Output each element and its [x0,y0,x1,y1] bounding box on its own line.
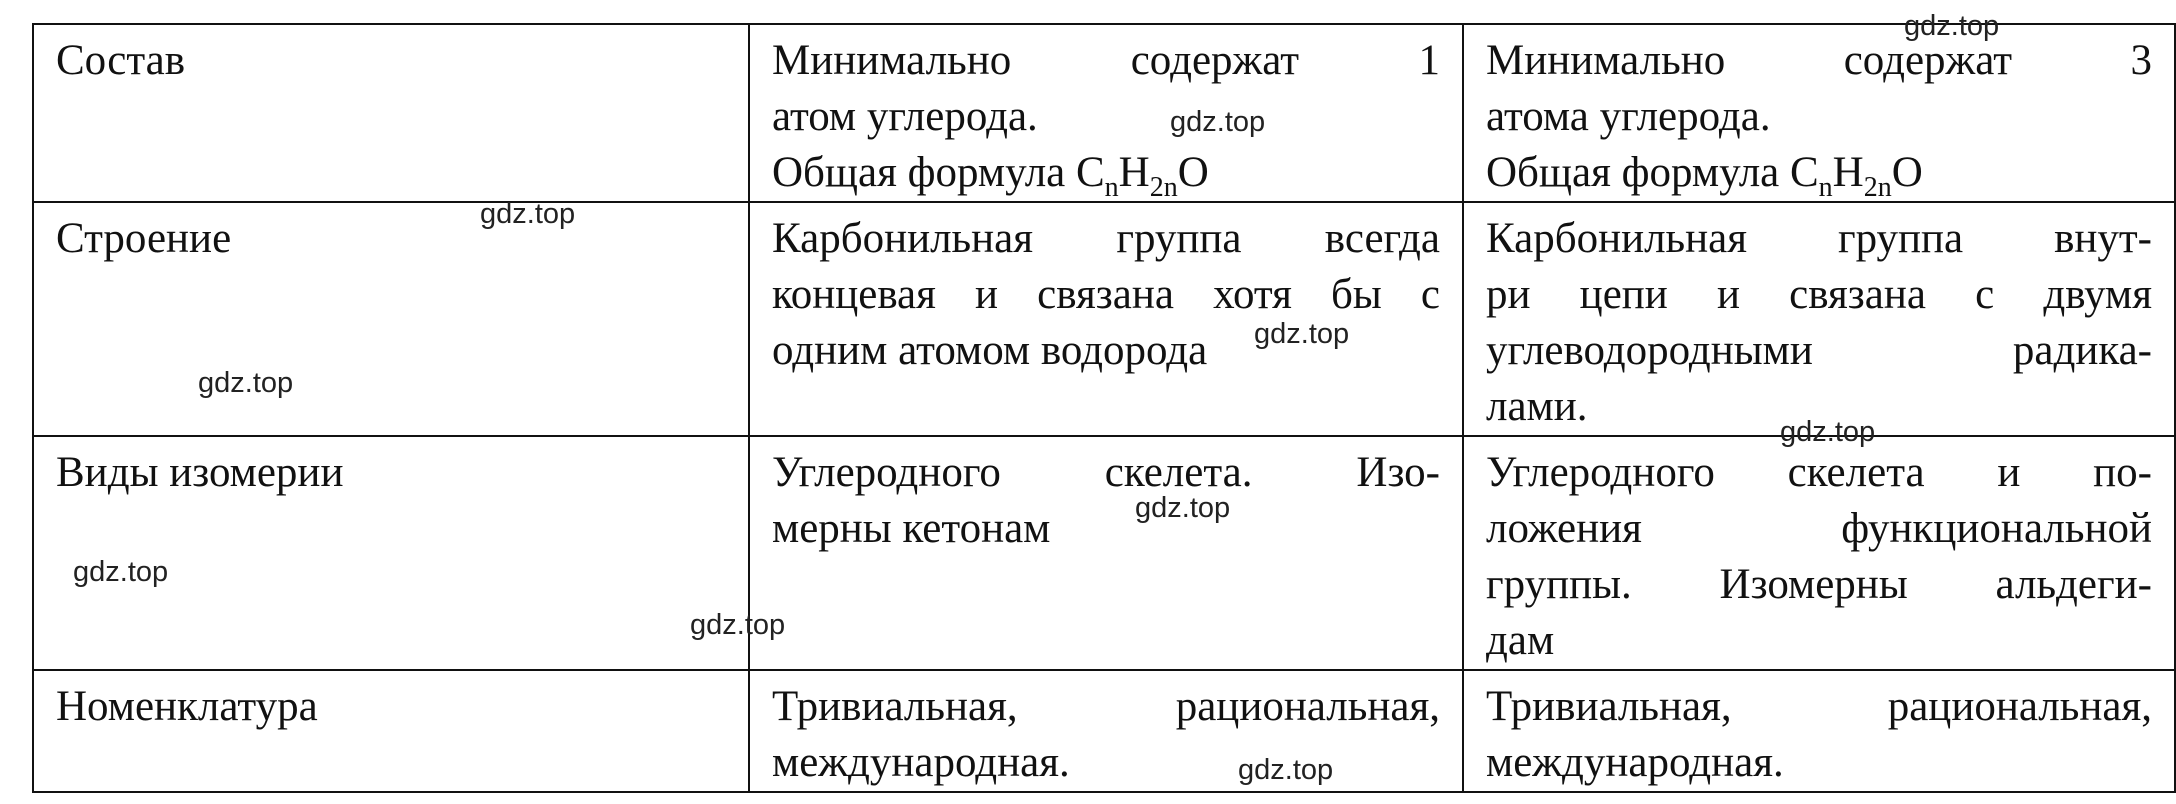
cell-line: ложения функциональной [1486,505,2152,552]
watermark: gdz.top [690,609,786,641]
row-header-isomerism [33,436,749,670]
formula-h: H [1118,149,1150,196]
cell-line: Углеродного скелета. Изо- [772,449,1440,496]
cell-line: международная. [1486,739,1784,786]
general-formula-line [772,145,1440,201]
cell-line: мерны кетонам [772,505,1051,552]
cell-line: Тривиальная, рациональная, [772,683,1440,730]
formula-sub-2n: 2n [1863,172,1892,203]
formula-h: H [1832,149,1864,196]
row-header-label: Виды изомерии [56,449,344,496]
cell-line: международная. [772,739,1070,786]
ketones-nomenclature-cell [1463,670,2175,792]
cell-line: атома углерода. [1486,93,1771,140]
aldehydes-isomerism-cell [749,436,1463,670]
formula-c: C [1075,149,1105,196]
comparison-table [32,23,2176,793]
cell-line: Минимально содержат 3 [1486,37,2152,84]
row-header-label: Номенклатура [56,683,318,730]
table-row-nomenclature [33,670,2175,792]
formula-c: C [1789,149,1819,196]
cell-line: Минимально содержат 1 [772,37,1440,84]
formula-prefix: Общая формула [772,149,1076,196]
cell-line: группы. Изомерны альдеги- [1486,561,2152,608]
watermark: gdz.top [1135,492,1231,524]
watermark: gdz.top [1254,318,1350,350]
general-formula-line [1486,145,2152,201]
cell-line: Карбонильная группа всегда [772,215,1440,262]
watermark: gdz.top [198,367,294,399]
cell-line: одним атомом водорода [772,327,1208,374]
row-header-structure [33,198,749,436]
cell-line: дам [1486,617,1555,664]
ketones-isomerism-cell [1463,436,2175,670]
aldehydes-structure-cell [749,202,1463,436]
row-header-label: Строение [56,215,232,262]
watermark: gdz.top [480,198,576,230]
watermark: gdz.top [1170,106,1266,138]
watermark: gdz.top [73,556,169,588]
table-row-composition [33,24,2175,202]
cell-line: углеводородными радика- [1486,327,2152,374]
watermark: gdz.top [1238,754,1334,786]
table-row-structure [33,202,2175,436]
cell-line: лами. [1486,383,1588,430]
aldehydes-nomenclature-cell [749,670,1463,792]
row-header-composition [33,24,749,202]
formula-sub-n: n [1818,172,1833,203]
cell-line: Карбонильная группа внут- [1486,215,2152,262]
row-header-nomenclature [33,670,749,792]
cell-line: атом углерода. [772,93,1038,140]
ketones-composition-cell [1463,24,2175,202]
aldehydes-composition-cell [749,24,1463,202]
cell-line: ри цепи и связана с двумя [1486,271,2152,318]
ketones-structure-cell [1463,202,2175,436]
formula-o: O [1891,149,1923,196]
row-header-label: Состав [56,37,186,84]
formula-prefix: Общая формула [1486,149,1790,196]
formula-sub-2n: 2n [1149,172,1178,203]
cell-line: Тривиальная, рациональная, [1486,683,2152,730]
watermark: gdz.top [1904,10,2000,42]
table-row-isomerism [33,436,2175,670]
formula-o: O [1177,149,1209,196]
cell-line: концевая и связана хотя бы с [772,271,1440,318]
formula-sub-n: n [1104,172,1119,203]
cell-line: Углеродного скелета и по- [1486,449,2152,496]
watermark: gdz.top [1780,416,1876,448]
